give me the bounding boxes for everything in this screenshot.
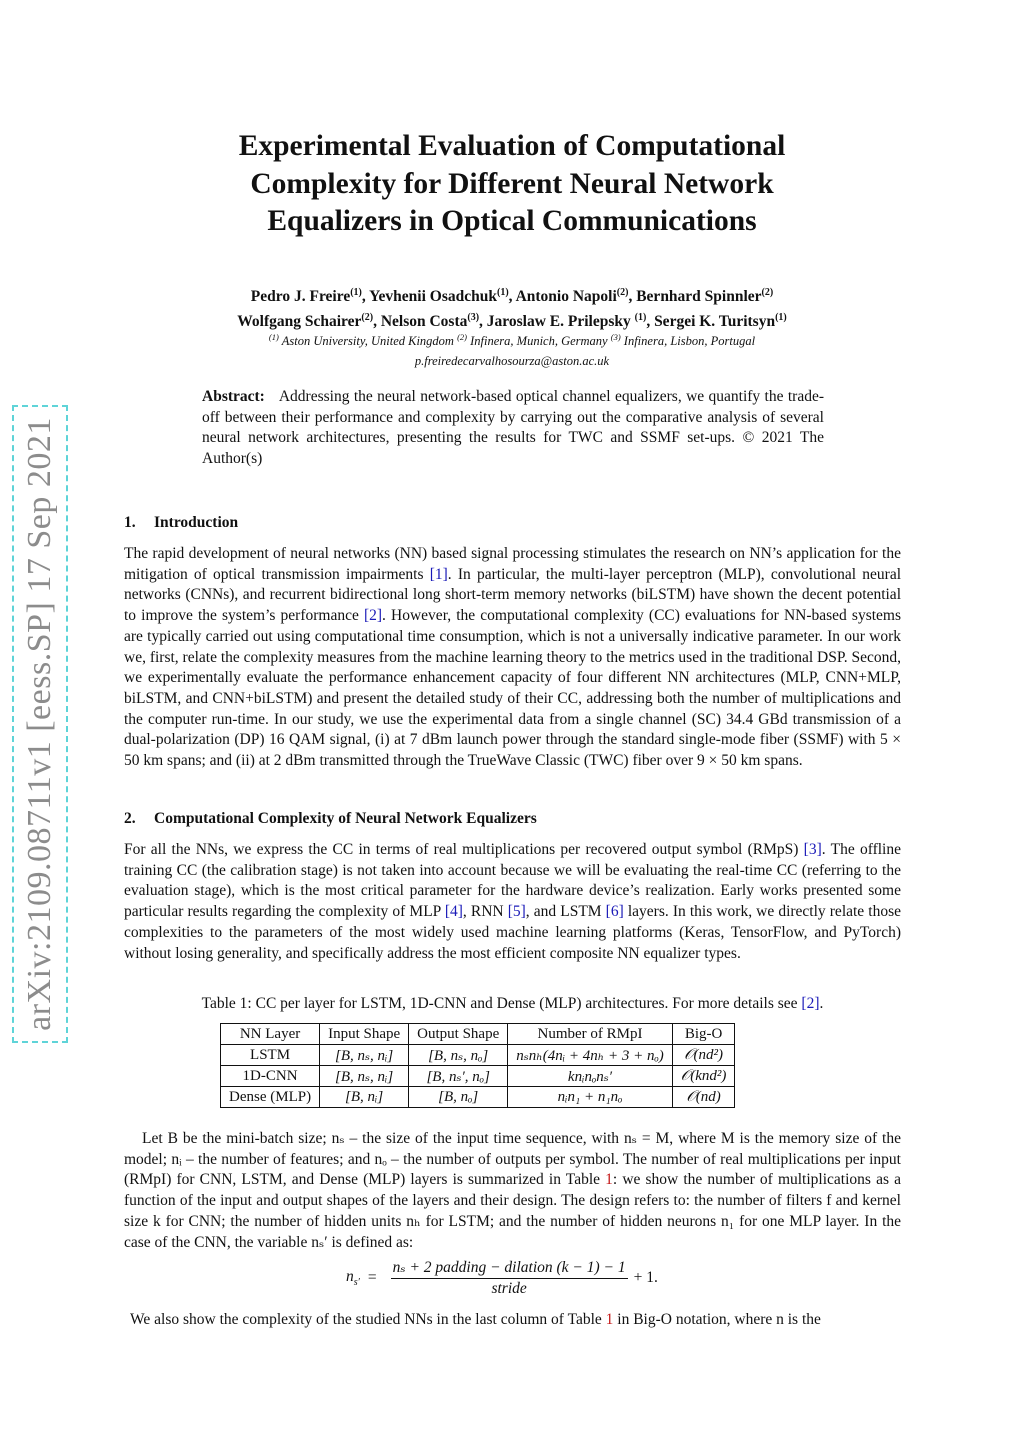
citation-link[interactable]: [4] [444, 903, 463, 921]
citation-link[interactable]: [2] [801, 995, 820, 1012]
section-title: Introduction [154, 514, 239, 531]
table-cell: knᵢnₒnₛ′ [508, 1066, 673, 1087]
paper-title [124, 128, 900, 241]
affiliation: Infinera, Munich, Germany [470, 334, 608, 349]
table-cell: [B, nₛ, nᵢ] [320, 1045, 409, 1066]
author-name: Pedro J. Freire [250, 288, 351, 306]
equals-sign: = [367, 1269, 377, 1286]
text-run: . In particular, the multi-layer perceptron (MLP), convolutional neural networks (CNNs), and recurrent bidirectional long short-term memory networks (biLSTM) have shown the decent potential to improve the system’s performance [124, 565, 902, 625]
table-link[interactable]: 1 [605, 1311, 614, 1328]
text-run: layers. In this work, we directly relate those complexities to the parameters of the most widely used machine learning platforms (Keras, TensorFlow, and PyTorch) without losing generality, and specifically address the most efficient composite NN equalizer types. [124, 903, 902, 962]
table-cell: 𝒪(knd²) [672, 1066, 735, 1087]
column-header: NN Layer [221, 1024, 320, 1045]
equation-tail: + 1. [633, 1269, 658, 1286]
column-header: Big-O [672, 1024, 735, 1045]
table-cell: nᵢn₁ + n₁nₒ [508, 1087, 673, 1108]
abstract-label: Abstract: [202, 388, 265, 405]
table-row [221, 1045, 735, 1066]
author-affil-mark: (1) [634, 312, 647, 324]
citation-link[interactable]: [6] [605, 903, 624, 921]
fraction-numerator: nₛ + 2 padding − dilation (k − 1) − 1 [391, 1258, 628, 1279]
text-run: . However, the computational complexity (CC) evaluations for NN-based systems are typically carried out using computational time consumption, which is not a universally indicative parameter. In our work we, first, relate the complexity measures from the machine learning theory to the metrics used in the traditional DSP. Second, we experimentally evaluate the performance enhancement capacity of four different NN architectures (MLP, CNN+MLP, biLSTM, and CNN+biLSTM) and present the detailed study of their CC, addressing both the number of multiplications and the computer run-time. In our study, we use the experimental data from a single channel (SC) 34.4 GBd transmission of a dual-polarization (DP) 16 QAM signal, (i) at 7 dBm launch power through the standard single-mode fiber (SSMF) with 5 × 50 km spans; and (ii) at 2 dBm transmitted through the TrueWave Classic (TWC) fiber over 9 × 50 km spans. [124, 607, 902, 770]
table-caption [124, 995, 901, 1013]
equation-ns-prime [346, 1258, 658, 1298]
author-name: Bernhard Spinnler [636, 288, 762, 306]
paragraph-complexity [124, 840, 901, 964]
section-number: 2. [124, 810, 136, 827]
table-cell: Dense (MLP) [221, 1087, 320, 1108]
table-cell: nₛnₕ(4nᵢ + 4nₕ + 3 + nₒ) [508, 1045, 673, 1066]
title-line: Experimental Evaluation of Computational [238, 130, 786, 162]
text-run: The rapid development of neural networks (NN) based signal processing stimulates the research on NN’s application for the mitigation of optical transmission impairments [124, 545, 901, 583]
arxiv-identifier: arXiv:2109.08711v1 [eess.SP] 17 Sep 2021 [21, 417, 58, 1031]
text-run: : we show the number of multiplications as a function of the input and output shapes of the layers and their design. The design refers to: the number of filters f and kernel size k for CNN; the number of hidden units nₕ for LSTM; and the number of hidden neurons n₁ for one MLP layer. In the case of the CNN, the variable nₛ′ is defined as: [124, 1171, 901, 1251]
table-cell: 𝒪(nd²) [672, 1045, 735, 1066]
title-line: Equalizers in Optical Communications [267, 205, 757, 237]
table-cell: 1D-CNN [221, 1066, 320, 1087]
fraction-denominator: stride [491, 1280, 527, 1297]
affil-mark: (2) [457, 332, 468, 342]
affil-mark: (1) [268, 332, 279, 342]
contact-email: p.freiredecarvalhosourza@aston.ac.uk [414, 354, 610, 369]
text-run: in Big-O notation, where n is the [613, 1311, 821, 1328]
abstract [202, 387, 824, 470]
table-cell: [B, nₛ, nᵢ] [320, 1066, 409, 1087]
table-cell: [B, nₛ, nₒ] [409, 1045, 508, 1066]
eq-subscript: s′ [353, 1277, 360, 1289]
table-cell: [B, nᵢ] [320, 1087, 409, 1108]
column-header: Input Shape [320, 1024, 409, 1045]
text-run: For all the NNs, we express the CC in terms of real multiplications per recovered output symbol (RMpS) [124, 841, 804, 858]
citation-link[interactable]: [1] [429, 565, 448, 583]
arxiv-stamp [12, 405, 68, 1043]
section-title: Computational Complexity of Neural Network Equalizers [154, 810, 537, 827]
author-name: Yevhenii Osadchuk [369, 288, 497, 306]
equation-fraction [391, 1258, 628, 1298]
affiliation: Aston University, United Kingdom [281, 334, 454, 349]
table-link[interactable]: 1 [605, 1171, 613, 1189]
paragraph-notation [124, 1129, 901, 1253]
text-run: . The offline training CC (the calibration stage) is not taken into account because we will be evaluating the real-time CC (referring to the evaluation stage), which is the most critical parameter for the hardware device’s realization. Early works presented some particular results regarding the complexity of MLP [124, 841, 901, 921]
table-cell: [B, nₛ′, nₒ] [409, 1066, 508, 1087]
table-row [221, 1087, 735, 1108]
section-number: 1. [124, 514, 136, 531]
caption-text: . [819, 995, 824, 1012]
text-run: We also show the complexity of the studied NNs in the last column of Table [130, 1311, 606, 1328]
column-header: Number of RMpI [508, 1024, 673, 1045]
affil-mark: (3) [610, 332, 621, 342]
table-cell: [B, nₒ] [409, 1087, 508, 1108]
equation-lhs [346, 1268, 360, 1288]
author-affil-mark: (2) [761, 287, 774, 298]
paragraph-introduction [124, 544, 901, 772]
text-run: Let B be the mini-batch size; nₛ – the size of the input time sequence, with nₛ = M, where M is the memory size of the model; nᵢ – the number of features; and nₒ – the number of outputs per symbol. The number of real multiplications per input (RMpI) for CNN, LSTM, and Dense (MLP) layers is summarized in Table [124, 1130, 901, 1189]
author-line: Pedro J. Freire$^{(1)}$, Yevhenii Osadchuk$^{(1)}$, Antonio Napoli$^{(2)}$, Bernhard Spinnler$^{(2)}$ [250, 287, 774, 306]
title-line: Complexity for Different Neural Network [250, 167, 774, 200]
citation-link[interactable]: [3] [803, 841, 822, 858]
author-name: Wolfgang Schairer [237, 313, 362, 331]
eq-symbol: n [346, 1267, 354, 1285]
author-line: Wolfgang Schairer$^{(2)}$, Nelson Costa$^{(3)}$, Jaroslaw E. Prilepsky $^{(1)}$, Sergei K. Turitsyn$^{(1)}$ [237, 312, 787, 331]
author-affil-mark: (1) [775, 312, 787, 324]
section-heading [124, 514, 238, 532]
author-name: Nelson Costa [380, 313, 468, 331]
abstract-text: Addressing the neural network-based optical channel equalizers, we quantify the trade-off between their performance and complexity by carrying out the comparative analysis of several neural network architectures, presenting the results for TWC and SSMF set-ups. © 2021 The Author(s) [202, 388, 824, 468]
affiliations [124, 327, 900, 371]
author-list [124, 282, 900, 332]
caption-text: Table 1: CC per layer for LSTM, 1D-CNN and Dense (MLP) architectures. For more details see [201, 995, 802, 1012]
author-affil-mark: (3) [467, 312, 480, 324]
text-run: , RNN [462, 903, 508, 921]
table-cell: 𝒪(nd) [672, 1087, 735, 1108]
section-heading [124, 810, 537, 828]
column-header: Output Shape [409, 1024, 508, 1045]
author-name: Antonio Napoli [515, 288, 617, 306]
paragraph-bigo [124, 1310, 901, 1331]
table-cell: LSTM [221, 1045, 320, 1066]
affiliation-line [124, 327, 900, 351]
author-affil-mark: (2) [361, 312, 374, 324]
affiliation: Infinera, Lisbon, Portugal [623, 334, 756, 349]
author-affil-mark: (1) [497, 287, 509, 298]
author-name: Sergei K. Turitsyn [654, 313, 776, 331]
citation-link[interactable]: [2] [363, 607, 383, 625]
table-row [221, 1066, 735, 1087]
author-affil-mark: (1) [350, 287, 362, 298]
text-run: , and LSTM [525, 903, 606, 921]
table-header-row [221, 1024, 735, 1045]
complexity-table [220, 1023, 735, 1108]
citation-link[interactable]: [5] [507, 903, 526, 921]
author-name: Jaroslaw E. Prilepsky [486, 313, 631, 331]
author-affil-mark: (2) [616, 287, 629, 298]
